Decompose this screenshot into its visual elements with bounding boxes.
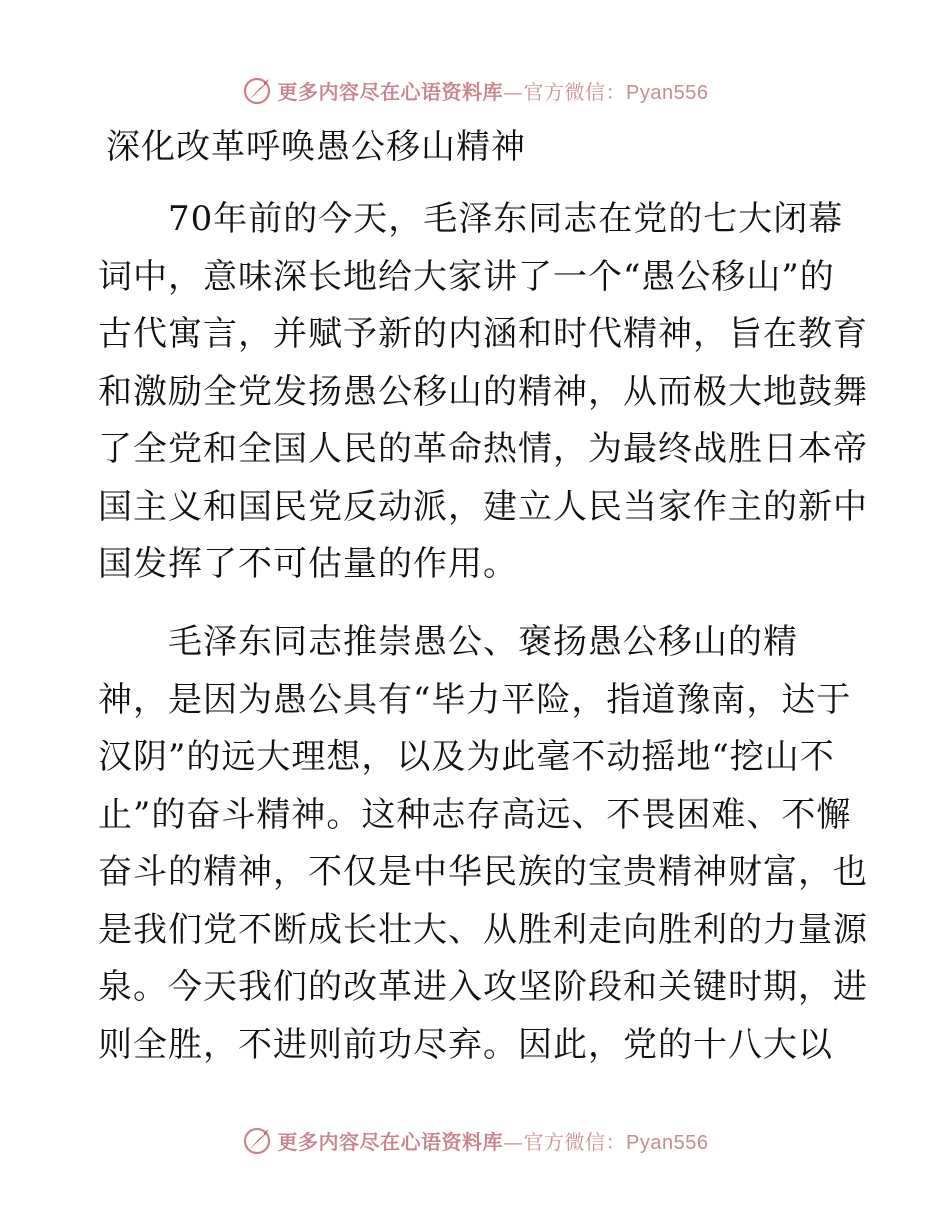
document-title: 深化改革呼唤愚公移山精神	[106, 127, 526, 167]
text-line: 国主义和国民党反动派，建立人民当家作主的新中	[98, 486, 868, 527]
text-line: 国发挥了不可估量的作用。	[98, 544, 518, 584]
watermark-brand: 更多内容尽在心语资料库	[277, 79, 504, 104]
text-line: 词中，意味深长地给大家讲了一个“愚公移山”的	[98, 256, 835, 297]
text-line: 泉。今天我们的改革进入攻坚阶段和关键时期，进	[98, 967, 868, 1007]
text-line: 了全党和全国人民的革命热情，为最终战胜日本帝	[98, 429, 868, 469]
watermark-handle: Pyan556	[626, 81, 709, 104]
paragraph-2	[98, 614, 868, 1074]
text-line: 是我们党不断成长壮大、从胜利走向胜利的力量源	[98, 909, 868, 950]
text-line: 则全胜，不进则前功尽弃。因此，党的十八大以	[98, 1024, 833, 1065]
text-line: 奋斗的精神，不仅是中华民族的宝贵精神财富，也	[98, 852, 868, 892]
text-line: 毛泽东同志推崇愚公、褒扬愚公移山的精	[98, 622, 798, 662]
watermark-text	[278, 1126, 709, 1155]
watermark-dash: —	[503, 1129, 524, 1154]
quill-logo-icon	[242, 1124, 274, 1156]
quill-logo-icon	[242, 74, 274, 106]
watermark-text	[278, 76, 709, 105]
text-line: 和激励全党发扬愚公移山的精神，从而极大地鼓舞	[98, 371, 868, 412]
text-line: 神，是因为愚公具有“毕力平险，指道豫南，达于	[98, 679, 852, 720]
text-line: 古代寓言，并赋予新的内涵和时代精神，旨在教育	[98, 314, 868, 354]
watermark-brand: 更多内容尽在心语资料库	[277, 1129, 504, 1154]
text-line: 止”的奋斗精神。这种志存高远、不畏困难、不懈	[98, 794, 852, 835]
text-line: 汉阴”的远大理想，以及为此毫不动摇地“挖山不	[98, 737, 835, 777]
watermark-footer	[0, 1120, 950, 1160]
watermark-channel: 官方微信：	[523, 1129, 627, 1154]
watermark-handle: Pyan556	[626, 1131, 709, 1154]
watermark-channel: 官方微信：	[523, 79, 627, 104]
text-line: 70年前的今天，毛泽东同志在党的七大闭幕	[98, 199, 844, 239]
paragraph-1	[98, 191, 868, 594]
watermark-header	[0, 70, 950, 110]
watermark-dash: —	[503, 79, 524, 104]
